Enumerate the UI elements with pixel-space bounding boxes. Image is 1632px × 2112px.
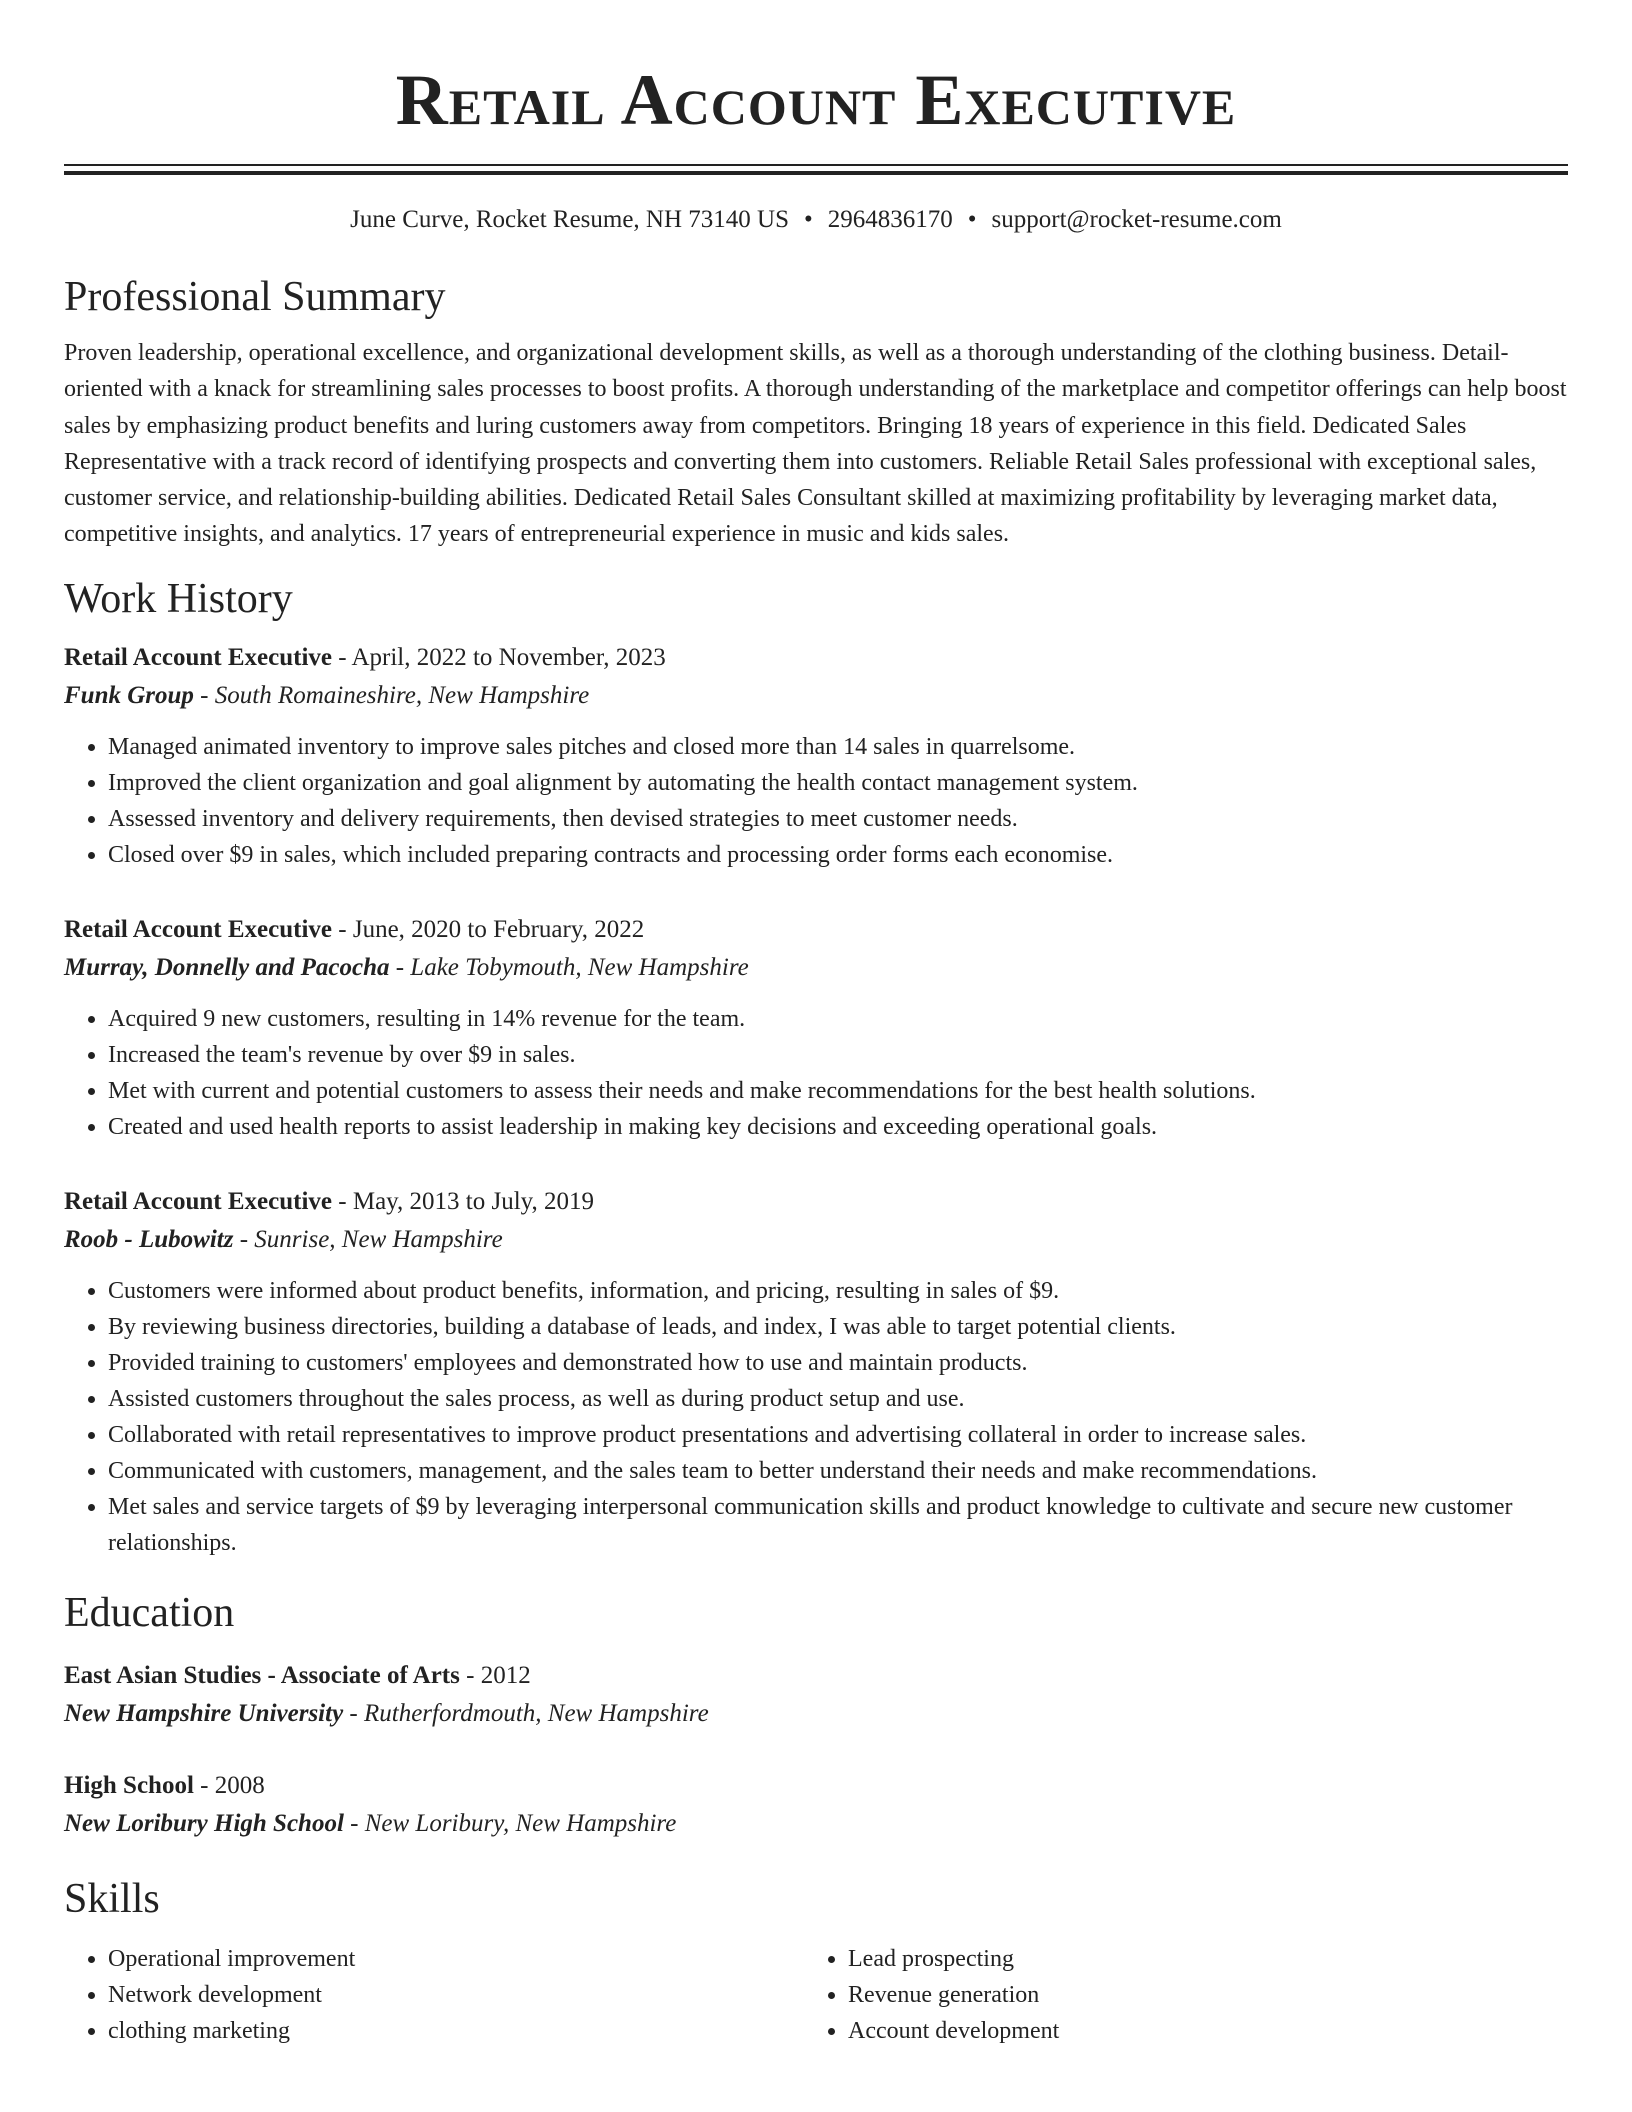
- list-item: • Revenue generation: [848, 1977, 1524, 2013]
- job-entry: [64, 1183, 1568, 1561]
- list-item: • Improved the client organization and goal alignment by automating the health contact management system.: [108, 765, 1568, 801]
- job-employer: [64, 677, 1568, 715]
- job-bullets: [64, 729, 1568, 873]
- list-item: • Lead prospecting: [848, 1941, 1524, 1977]
- list-item: • Met with current and potential customers to assess their needs and make recommendations for the best health solutions.: [108, 1073, 1568, 1109]
- list-item: • Provided training to customers' employees and demonstrated how to use and maintain products.: [108, 1345, 1568, 1381]
- list-item: • Acquired 9 new customers, resulting in 14% revenue for the team.: [108, 1001, 1568, 1037]
- summary-heading: Professional Summary: [64, 274, 446, 320]
- resume-page: [64, 0, 1568, 2049]
- list-item: • clothing marketing: [108, 2013, 804, 2049]
- education-institution: [64, 1805, 1568, 1843]
- header-double-rule: [64, 164, 1568, 175]
- job-location: - South Romaineshire, New Hampshire: [193, 681, 590, 709]
- job-bullets: [64, 1273, 1568, 1561]
- contact-phone: 2964836170: [827, 206, 953, 233]
- job-dates: - June, 2020 to February, 2022: [332, 915, 645, 943]
- job-title: Retail Account Executive: [64, 915, 333, 943]
- education-header: [64, 1657, 1568, 1695]
- list-item: • Account development: [848, 2013, 1524, 2049]
- education-header: [64, 1767, 1568, 1805]
- job-company: Murray, Donnelly and Pacocha: [64, 953, 390, 981]
- list-item: • Closed over $9 in sales, which included preparing contracts and processing order forms each economise.: [108, 837, 1568, 873]
- list-item: • Increased the team's revenue by over $9 in sales.: [108, 1037, 1568, 1073]
- job-bullets: [64, 1001, 1568, 1145]
- job-dates: - May, 2013 to July, 2019: [332, 1187, 595, 1215]
- education-entry: [64, 1657, 1568, 1733]
- summary-text: Proven leadership, operational excellence, and organizational development skills, as well as a thorough understanding of the clothing business. Detail-oriented with a knack for streamlining sales processes to boost profits. A thorough understanding of the marketplace and competitor offerings can help boost sales by emphasizing product benefits and luring customers away from competitors. Bringing 18 years of experience in this field. Dedicated Sales Representative with a track record of identifying prospects and converting them into customers. Reliable Retail Sales professional with exceptional sales, customer service, and relationship-building abilities. Dedicated Retail Sales Consultant skilled at maximizing profitability by leveraging market data, competitive insights, and analytics. 17 years of entrepreneurial experience in music and kids sales.: [64, 340, 1567, 548]
- education-degree: High School: [64, 1771, 194, 1799]
- contact-email: support@rocket-resume.com: [991, 206, 1282, 233]
- list-item: • Assessed inventory and delivery requirements, then devised strategies to meet customer needs.: [108, 801, 1568, 837]
- job-location: - Sunrise, New Hampshire: [233, 1225, 503, 1253]
- job-employer: [64, 949, 1568, 987]
- list-item: • Customers were informed about product benefits, information, and pricing, resulting in sales of $9.: [108, 1273, 1568, 1309]
- job-header: [64, 639, 1568, 677]
- resume-title: Retail Account Executive: [395, 60, 1237, 140]
- job-location: - Lake Tobymouth, New Hampshire: [389, 953, 749, 981]
- job-header: [64, 911, 1568, 949]
- list-item: • Met sales and service targets of $9 by leveraging interpersonal communication skills and product knowledge to cultivate and secure new customer relationships.: [108, 1489, 1568, 1561]
- job-employer: [64, 1221, 1568, 1259]
- list-item: • Created and used health reports to assist leadership in making key decisions and exceeding operational goals.: [108, 1109, 1568, 1145]
- list-item: • Communicated with customers, management, and the sales team to better understand their needs and make recommendations.: [108, 1453, 1568, 1489]
- education-entry: [64, 1767, 1568, 1843]
- education-year: - 2012: [459, 1661, 531, 1689]
- job-entry: [64, 639, 1568, 873]
- job-title: Retail Account Executive: [64, 643, 333, 671]
- education-school: New Loribury High School: [64, 1809, 344, 1837]
- skills-column-left: [64, 1941, 804, 2049]
- list-item: • Assisted customers throughout the sales process, as well as during product setup and use.: [108, 1381, 1568, 1417]
- skills-heading: Skills: [64, 1875, 160, 1922]
- contact-line: [64, 203, 1568, 237]
- education-institution: [64, 1695, 1568, 1733]
- contact-separator: •: [804, 206, 813, 233]
- job-entry: [64, 911, 1568, 1145]
- skills-column-right: [804, 1941, 1524, 2049]
- job-title: Retail Account Executive: [64, 1187, 333, 1215]
- education-school: New Hampshire University: [64, 1699, 344, 1727]
- work-history-heading: Work History: [64, 575, 293, 622]
- job-company: Funk Group: [64, 681, 194, 709]
- job-company: Roob - Lubowitz: [64, 1225, 234, 1253]
- education-year: - 2008: [193, 1771, 265, 1799]
- education-location: - New Loribury, New Hampshire: [343, 1809, 677, 1837]
- list-item: • Managed animated inventory to improve sales pitches and closed more than 14 sales in quarrelsome.: [108, 729, 1568, 765]
- education-location: - Rutherfordmouth, New Hampshire: [343, 1699, 709, 1727]
- job-header: [64, 1183, 1568, 1221]
- list-item: • Operational improvement: [108, 1941, 804, 1977]
- skills-list: [64, 1941, 1568, 2049]
- education-degree: East Asian Studies - Associate of Arts: [64, 1661, 460, 1689]
- contact-address: June Curve, Rocket Resume, NH 73140 US: [350, 206, 789, 233]
- list-item: • Collaborated with retail representatives to improve product presentations and advertising collateral in order to increase sales.: [108, 1417, 1568, 1453]
- education-heading: Education: [64, 1589, 235, 1636]
- contact-separator: •: [967, 206, 977, 233]
- list-item: • Network development: [108, 1977, 804, 2013]
- list-item: • By reviewing business directories, building a database of leads, and index, I was able to target potential clients.: [108, 1309, 1568, 1345]
- job-dates: - April, 2022 to November, 2023: [332, 643, 666, 671]
